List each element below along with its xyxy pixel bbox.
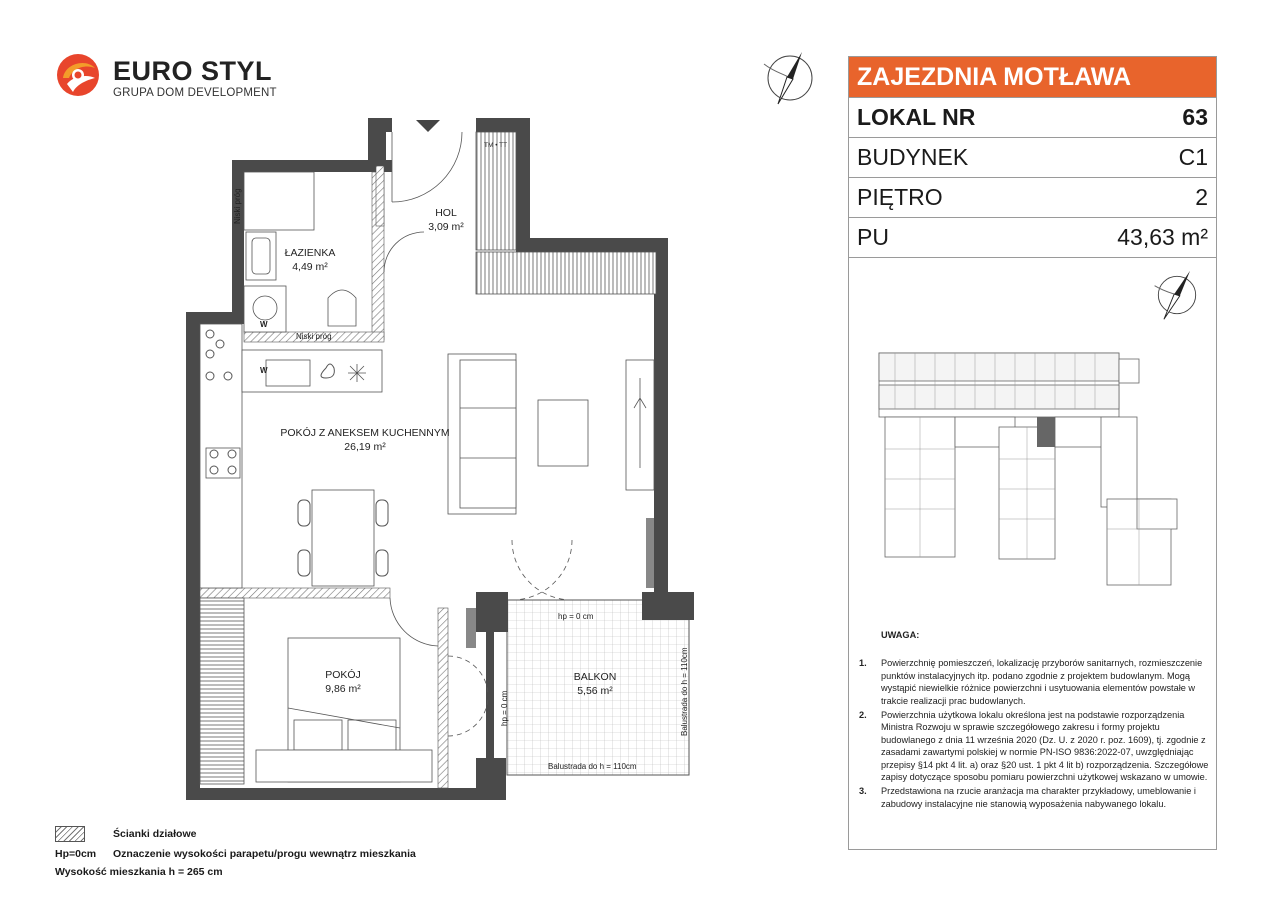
room-lazienka [270,246,350,274]
info-panel [848,56,1217,850]
note-balustrada-right: Balustrada do h = 110cm [680,647,689,736]
note-tm-tt: TM • TT [484,142,508,149]
note-item [859,657,1209,707]
panel-title: ZAJEZDNIA MOTŁAWA [849,57,1216,97]
note-text: Powierzchnia użytkowa lokalu określona jest na podstawie rozporządzenia Ministra Rozwoju w sprawie szczegółowego zakresu i formy projektu budowlanego z dnia 11 września 2020 (Dz. U. z 2020 r. poz. 1609), tj. zgodnie z zasadami zawartymi polskiej w normie PN-ISO 9836:2022-07, uwzględniając przepisy §14 pkt 4 lit. a) oraz §20 ust. 1 pkt 4 lit b) rozporządzenia. Szczegółowe zapisy dotyczące sposobu pomiaru powierzchni użytkowej wskazano w umowie. [881,710,1209,783]
row-pietro [849,177,1216,217]
legend-partition: Ścianki działowe [113,828,197,840]
room-lazienka-name: ŁAZIENKA [284,247,336,259]
hatch-swatch-icon [55,826,85,842]
note-item [859,709,1209,783]
row-budynek-label: BUDYNEK [857,144,969,170]
room-hol [406,206,486,234]
logo-subtitle: GRUPA DOM DEVELOPMENT [113,87,277,99]
row-lokal-label: LOKAL NR [857,104,976,130]
note-text: Przedstawiona na rzucie aranżacja ma charakter przykładowy, umeblowanie i zabudowy instalacyjne nie stanowią wyposażenia nabywanego lokalu. [881,786,1196,809]
room-pokoj-area: 9,86 m² [325,683,361,695]
legend-hp-key: Hp=0cm [55,848,97,860]
note-number: 3. [859,786,867,797]
notes [859,629,1209,812]
legend-row-hp [55,848,505,864]
room-balkon [560,670,630,698]
legend-height: Wysokość mieszkania h = 265 cm [55,866,223,878]
row-lokal [849,97,1216,137]
row-budynek-value: C1 [1178,144,1208,170]
note-balustrada-bottom: Balustrada do h = 110cm [548,762,637,771]
north-arrow-icon [760,48,820,108]
notes-title: UWAGA: [881,630,920,640]
row-budynek [849,137,1216,177]
building-key-plan [875,349,1195,589]
legend [55,826,505,882]
note-w2: W [260,366,268,375]
logo-mark-icon [55,52,101,98]
row-pietro-value: 2 [1195,184,1208,210]
room-lazienka-area: 4,49 m² [292,261,328,273]
room-hol-area: 3,09 m² [428,221,464,233]
note-item [859,785,1209,810]
row-pietro-label: PIĘTRO [857,184,943,210]
note-number: 2. [859,710,867,721]
legend-row-partition [55,826,505,844]
north-arrow-icon [1149,267,1205,323]
logo-name: EURO STYL [113,56,273,86]
room-pokoj [308,668,378,696]
row-pu [849,217,1216,258]
note-w1: W [260,320,268,329]
note-text: Powierzchnię pomieszczeń, lokalizację przyborów sanitarnych, rozmieszczenie punktów instalacyjnych itp. podano zgodnie z projektem budowlanym. Mogą wystąpić niewielkie różnice powierzchni i usytuowania elementów powstałe w trakcie realizacji prac budowlanych. [881,658,1203,706]
floor-plan [180,108,700,808]
row-pu-label: PU [857,224,889,250]
row-lokal-value: 63 [1182,104,1208,130]
note-hp-top: hp = 0 cm [558,612,594,621]
legend-hp-desc: Oznaczenie wysokości parapetu/progu wewnątrz mieszkania [113,848,416,860]
logo [55,52,285,104]
room-pokoj-aneks [260,426,470,454]
room-balkon-name: BALKON [573,671,617,683]
room-pokoj-aneks-area: 26,19 m² [344,441,386,453]
room-hol-name: HOL [435,207,457,219]
note-hp-side: hp = 0 cm [500,690,509,726]
note-number: 1. [859,658,867,669]
room-pokoj-aneks-name: POKÓJ Z ANEKSEM KUCHENNYM [280,427,450,439]
row-pu-value: 43,63 m² [1117,224,1208,250]
note-niski-prog-1: Niski próg [233,188,242,224]
room-pokoj-name: POKÓJ [325,669,361,681]
room-balkon-area: 5,56 m² [577,685,613,697]
note-niski-prog-2: Niski próg [296,332,332,341]
